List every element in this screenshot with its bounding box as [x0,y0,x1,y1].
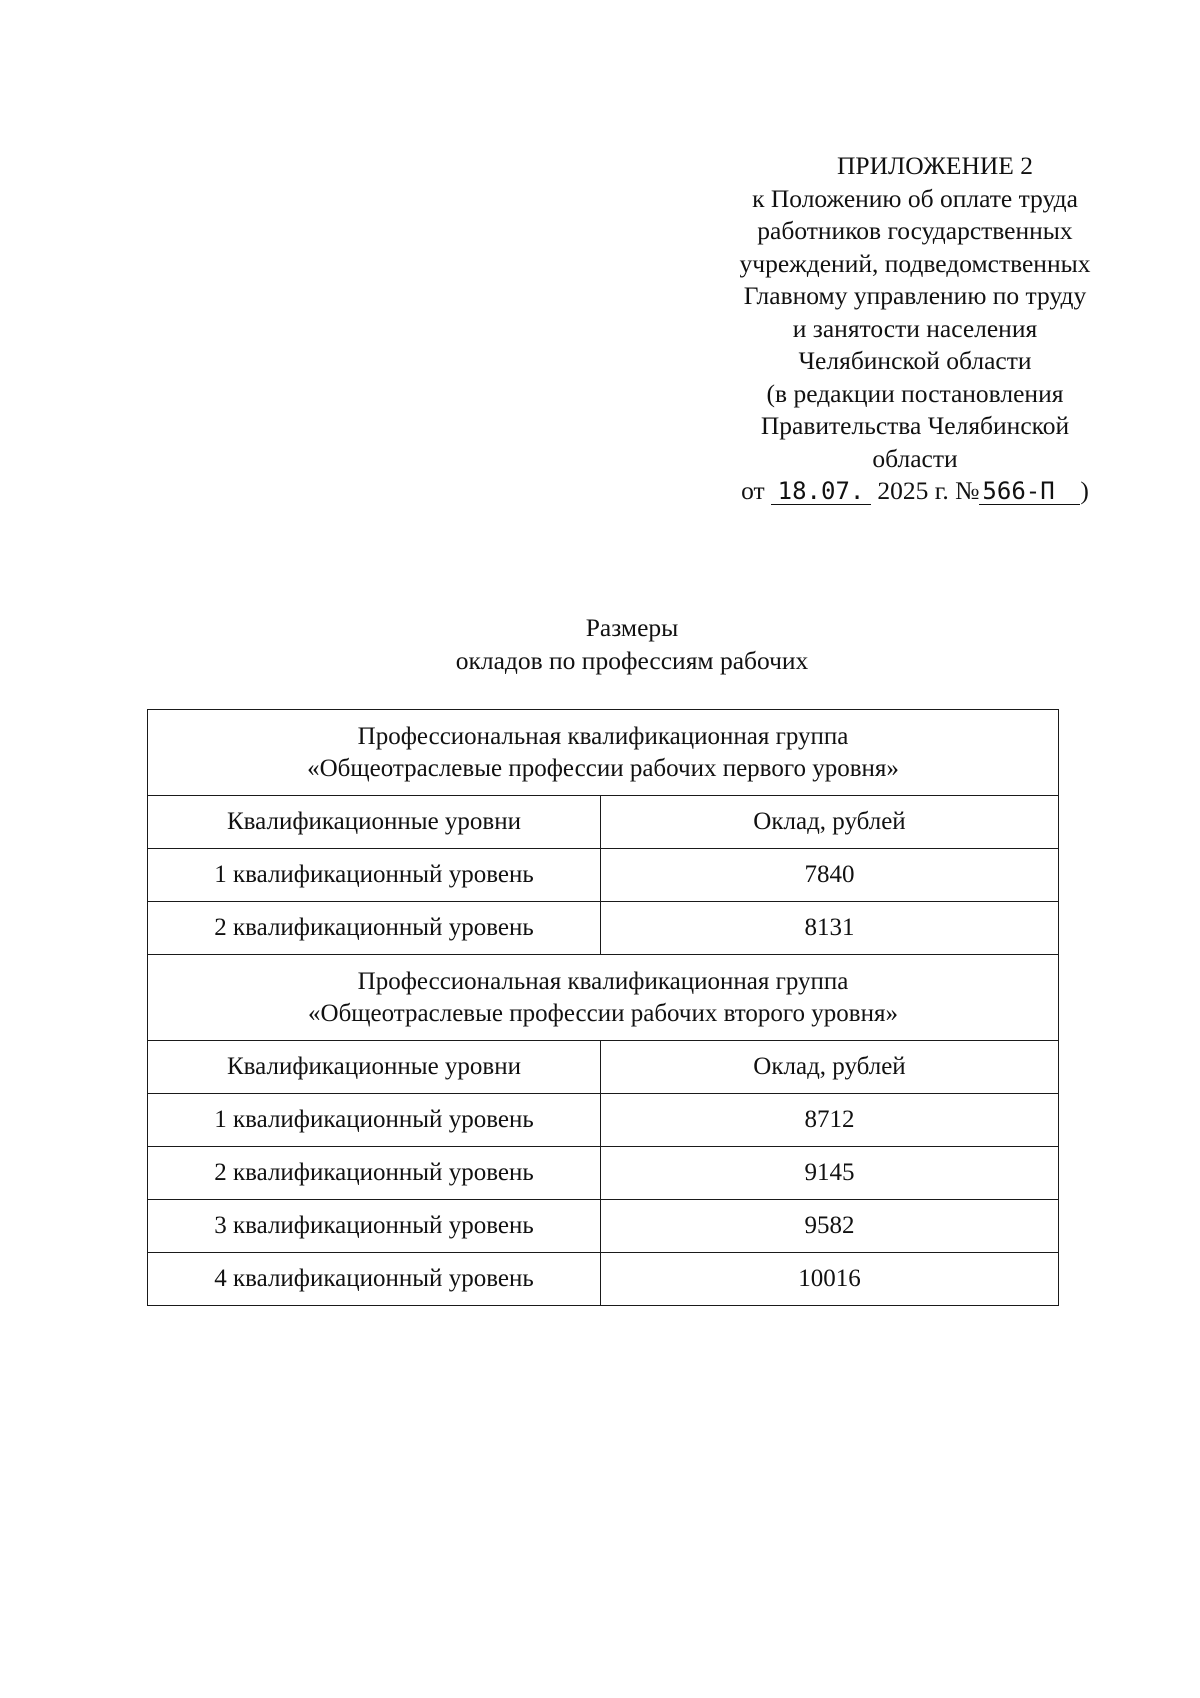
level-cell: 4 квалификационный уровень [148,1253,601,1306]
level-cell: 3 квалификационный уровень [148,1200,601,1253]
group-title-line-1: Профессиональная квалификационная группа [357,967,849,995]
column-header-level: Квалификационные уровни [148,796,601,849]
group-title-line-1: Профессиональная квалификационная группа [357,722,849,750]
resolution-number: 566-П [979,478,1080,505]
resolution-year: 2025 г. № [877,476,980,505]
salary-cell: 8712 [601,1094,1059,1147]
group-title-line-2: «Общеотраслевые профессии рабочих первого уровня» [307,754,899,782]
resolution-date-line [700,475,1130,508]
document-heading [0,612,1200,677]
column-header-salary: Оклад, рублей [601,1041,1059,1094]
appendix-header [700,150,1130,508]
group-title-cell [148,955,1059,1041]
salary-cell: 9582 [601,1200,1059,1253]
table-row [148,849,1059,902]
group-title-row [148,710,1059,796]
column-header-level: Квалификационные уровни [148,1041,601,1094]
date-prefix: от [741,476,765,505]
salary-cell: 8131 [601,902,1059,955]
column-header-row [148,796,1059,849]
appendix-line: работников государственных [757,216,1073,245]
appendix-line: Главному управлению по труду [743,281,1087,310]
level-cell: 1 квалификационный уровень [148,849,601,902]
heading-line-1: Размеры [585,613,679,642]
salary-cell: 9145 [601,1147,1059,1200]
appendix-line: учреждений, подведомственных [739,248,1091,278]
appendix-line: к Положению об оплате труда [752,183,1078,213]
appendix-line: и занятости населения [792,313,1038,343]
table-row [148,902,1059,955]
group-title-cell [148,710,1059,796]
table-row [148,1147,1059,1200]
closing-paren: ) [1080,476,1089,505]
group-title-row [148,955,1059,1041]
column-header-salary: Оклад, рублей [601,796,1059,849]
appendix-title: ПРИЛОЖЕНИЕ 2 [836,151,1034,180]
salary-table [147,709,1059,1306]
level-cell: 2 квалификационный уровень [148,902,601,955]
column-header-row [148,1041,1059,1094]
table-row [148,1253,1059,1306]
resolution-date: 18.07. [771,478,871,505]
group-title-line-2: «Общеотраслевые профессии рабочих второго уровня» [308,999,898,1027]
salary-cell: 7840 [601,849,1059,902]
appendix-line: Челябинской области [798,346,1032,375]
level-cell: 2 квалификационный уровень [148,1147,601,1200]
table-row [148,1094,1059,1147]
appendix-line: Правительства Челябинской [760,411,1070,440]
salary-cell: 10016 [601,1253,1059,1306]
heading-line-2: окладов по профессиям рабочих [455,645,809,675]
appendix-line: области [872,443,958,473]
level-cell: 1 квалификационный уровень [148,1094,601,1147]
table-row [148,1200,1059,1253]
appendix-line: (в редакции постановления [766,378,1064,408]
